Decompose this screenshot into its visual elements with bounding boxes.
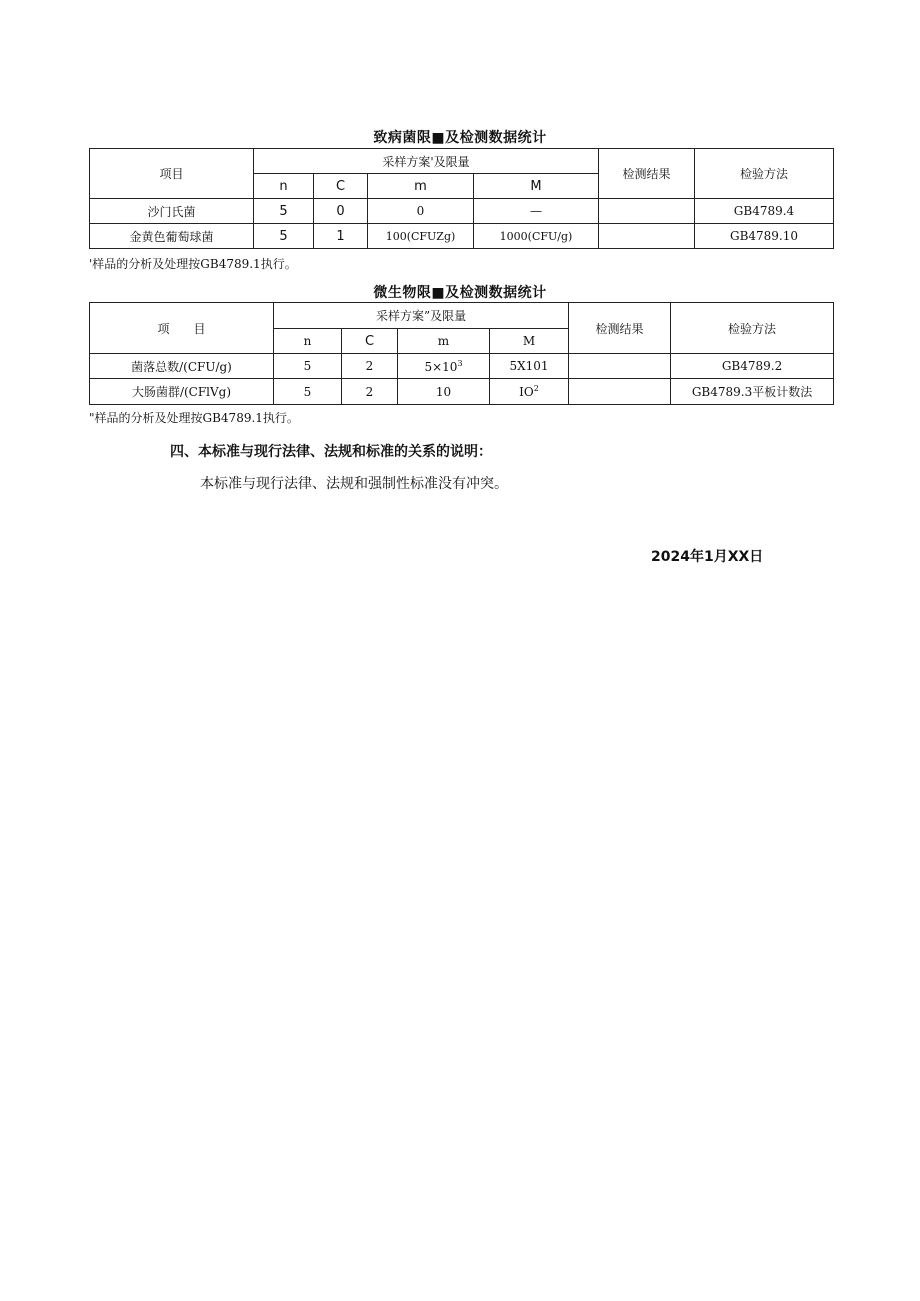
cell-M-exponent: 2 bbox=[533, 384, 539, 393]
cell-c: 2 bbox=[342, 354, 398, 379]
cell-method: GB4789.2 bbox=[671, 354, 834, 379]
cell-item: 金黄色葡萄球菌 bbox=[90, 224, 254, 249]
cell-m: 0 bbox=[368, 199, 474, 224]
header-n: n bbox=[254, 174, 314, 199]
cell-item: 大肠菌群/(CFlVg) bbox=[90, 379, 274, 405]
cell-n: 5 bbox=[254, 199, 314, 224]
table1-title: 致病菌限■及检测数据统计 bbox=[373, 130, 547, 146]
table-row bbox=[90, 199, 834, 224]
cell-result bbox=[569, 354, 671, 379]
microbial-table bbox=[89, 302, 834, 405]
header-method: 检验方法 bbox=[671, 303, 834, 354]
document-date: 2024年1月XX日 bbox=[651, 549, 764, 565]
cell-c: 1 bbox=[314, 224, 368, 249]
cell-method: GB4789.10 bbox=[695, 224, 834, 249]
header-method: 检验方法 bbox=[695, 149, 834, 199]
table2-title: 微生物限■及检测数据统计 bbox=[373, 285, 547, 301]
header-M: M bbox=[490, 329, 569, 354]
cell-M-base: IO bbox=[519, 385, 534, 399]
cell-m bbox=[398, 354, 490, 379]
header-sampling-plan: 采样方案'及限量 bbox=[254, 149, 599, 174]
header-result: 检测结果 bbox=[599, 149, 695, 199]
cell-m-exponent: 3 bbox=[457, 358, 463, 368]
cell-c: 2 bbox=[342, 379, 398, 405]
cell-M bbox=[490, 379, 569, 405]
cell-n: 5 bbox=[274, 379, 342, 405]
cell-result bbox=[599, 199, 695, 224]
cell-result bbox=[599, 224, 695, 249]
cell-method: GB4789.3平板计数法 bbox=[671, 379, 834, 405]
header-M: M bbox=[474, 174, 599, 199]
header-m: m bbox=[368, 174, 474, 199]
cell-m: 10 bbox=[398, 379, 490, 405]
header-c: C bbox=[314, 174, 368, 199]
pathogen-table bbox=[89, 148, 834, 249]
cell-method: GB4789.4 bbox=[695, 199, 834, 224]
section-heading: 四、本标准与现行法律、法规和标准的关系的说明： bbox=[170, 444, 492, 460]
cell-item: 沙门氏菌 bbox=[90, 199, 254, 224]
table1-note: '样品的分析及处理按GB4789.1执行。 bbox=[89, 257, 297, 271]
cell-M: — bbox=[474, 199, 599, 224]
cell-result bbox=[569, 379, 671, 405]
section-paragraph: 本标准与现行法律、法规和强制性标准没有冲突。 bbox=[200, 476, 508, 492]
header-item: 项目 bbox=[90, 149, 254, 199]
header-m: m bbox=[398, 329, 490, 354]
cell-c: 0 bbox=[314, 199, 368, 224]
header-item: 项 目 bbox=[90, 303, 274, 354]
cell-n: 5 bbox=[274, 354, 342, 379]
header-n: n bbox=[274, 329, 342, 354]
cell-n: 5 bbox=[254, 224, 314, 249]
cell-M: 1000(CFU/g) bbox=[474, 224, 599, 249]
table-row bbox=[90, 354, 834, 379]
cell-M: 5X101 bbox=[490, 354, 569, 379]
table-row bbox=[90, 224, 834, 249]
header-result: 检测结果 bbox=[569, 303, 671, 354]
cell-item: 菌落总数/(CFU/g) bbox=[90, 354, 274, 379]
cell-m: 100(CFUZg) bbox=[368, 224, 474, 249]
table-row bbox=[90, 379, 834, 405]
table2-note: "样品的分析及处理按GB4789.1执行。 bbox=[89, 411, 299, 425]
header-c: C bbox=[342, 329, 398, 354]
header-sampling-plan: 采样方案”及限量 bbox=[274, 303, 569, 329]
cell-m-base: 5×10 bbox=[424, 359, 458, 374]
